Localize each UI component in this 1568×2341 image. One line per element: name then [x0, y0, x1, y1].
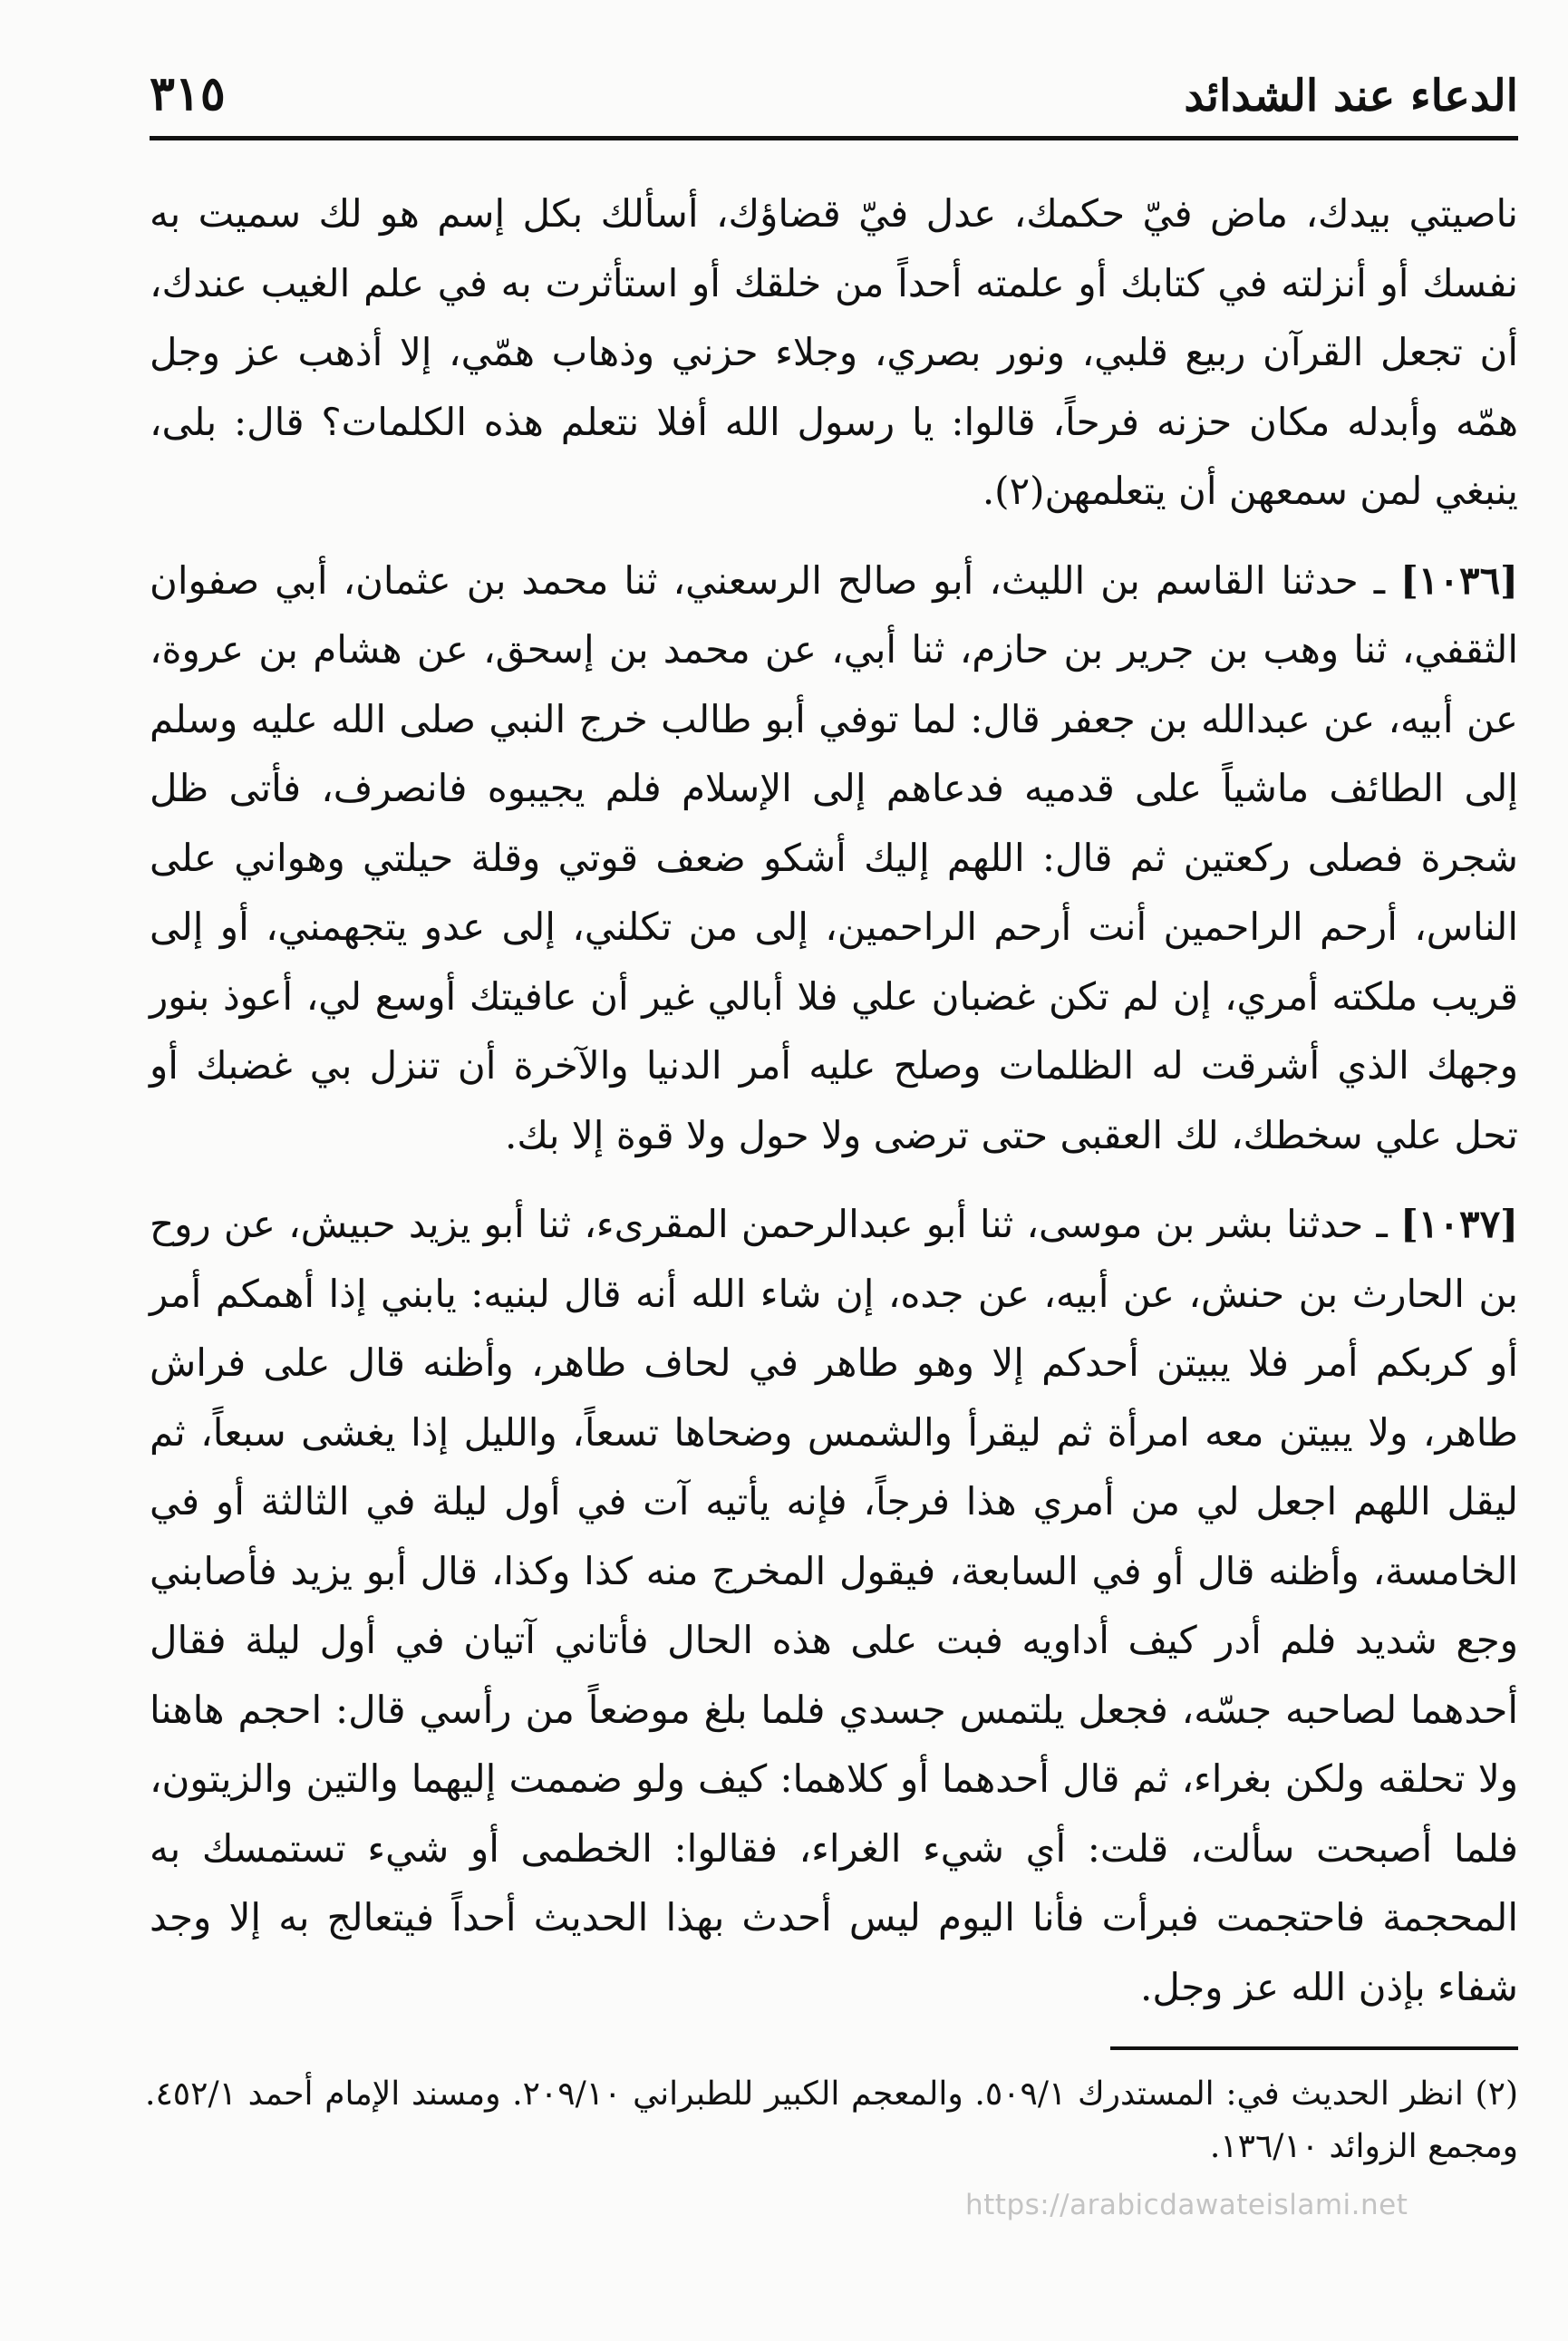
- footnotes: [145, 2068, 1518, 2173]
- page-header: [150, 45, 1518, 121]
- footnote: (٢) انظر الحديث في: المستدرك ٥٠٩/١. والمعجم الكبير للطبراني ٢٠٩/١٠. ومسند الإمام أحمد ٤٥٢/١. ومجمع الزوائد ١٣٦/١٠.: [145, 2075, 1518, 2165]
- body-text: [150, 179, 1518, 2022]
- paragraph-text: ناصيتي بيدك، ماض فيّ حكمك، عدل فيّ قضاؤك، أسألك بكل إسم هو لك سميت به نفسك أو أنزلته في كتابك أو علمته أحداً من خلقك أو استأثرت به في علم الغيب عندك، أن تجعل القرآن ربيع قلبي، ونور بصري، وجلاء حزني وذهاب همّي، إلا أذهب عز وجل همّه وأبدله مكان حزنه فرحاً، قالوا: يا رسول الله أفلا نتعلم هذه الكلمات؟ قال: بلى، ينبغي لمن سمعهن أن يتعلمهن(٢).: [150, 191, 1518, 513]
- running-title: الدعاء عند الشدائد: [1184, 71, 1518, 121]
- paragraph-text: ـ حدثنا بشر بن موسى، ثنا أبو عبدالرحمن المقرىء، ثنا أبو يزيد حبيش، عن روح بن الحارث بن حنش، عن أبيه، عن جده، إن شاء الله أنه قال لبنيه: يابني إذا أهمكم أمر أو كربكم أمر فلا يبيتن أحدكم إلا وهو طاهر في لحاف طاهر، وأظنه قال على فراش طاهر، ولا يبيتن معه امرأة ثم ليقرأ والشمس وضحاها تسعاً، والليل إذا يغشى سبعاً، ثم ليقل اللهم اجعل لي من أمري هذا فرجاً، فإنه يأتيه آت في أول ليلة في الثالثة أو في الخامسة، وأظنه قال أو في السابعة، فيقول المخرج منه كذا وكذا، قال أبو يزيد فأصابني وجع شديد فلم أدر كيف أداويه فبت على هذه الحال فأتاني آتيان في أول ليلة فقال أحدهما لصاحبه جسّه، فجعل يلتمس جسدي فلما بلغ موضعاً من رأسي قال: احجم هاهنا ولا تحلقه ولكن بغراء، ثم قال أحدهما أو كلاهما: كيف ولو ضممت إليهما والتين والزيتون، فلما أصبحت سألت، قلت: أي شيء الغراء، فقالوا: الخطمى أو شيء تستمسك به المحجمة فاحتجمت فبرأت فأنا اليوم ليس أحدث بهذا الحديث أحداً فيتعالج به إلا وجد شفاء بإذن الله عز وجل.: [150, 1202, 1518, 2009]
- hadith-number: [١٠٣٧]: [1400, 1202, 1518, 1246]
- hadith-number: [١٠٣٦]: [1400, 557, 1518, 603]
- paragraph-continuation: [150, 179, 1518, 527]
- hadith-paragraph: [150, 547, 1518, 1171]
- watermark-url: https://arabicdawateislami.net: [965, 2189, 1408, 2221]
- paragraph-text: ـ حدثنا القاسم بن الليث، أبو صالح الرسعني، ثنا محمد بن عثمان، أبي صفوان الثقفي، ثنا وهب بن جرير بن حازم، ثنا أبي، عن محمد بن إسحق، عن هشام بن عروة، عن أبيه، عن عبدالله بن جعفر قال: لما توفي أبو طالب خرج النبي صلى الله عليه وسلم إلى الطائف ماشياً على قدميه فدعاهم إلى الإسلام فلم يجيبوه فانصرف، فأتى ظل شجرة فصلى ركعتين ثم قال: اللهم إليك أشكو ضعف قوتي وقلة حيلتي وهواني على الناس، أرحم الراحمين أنت أرحم الراحمين، إلى من تكلني، إلى عدو يتجهمني، أو إلى قريب ملكته أمري، إن لم تكن غضبان علي فلا أبالي غير أن عافيتك أوسع لي، أعوذ بنور وجهك الذي أشرقت له الظلمات وصلح عليه أمر الدنيا والآخرة أن تنزل بي غضبك أو تحل علي سخطك، لك العقبى حتى ترضى ولا حول ولا قوة إلا بك.: [150, 557, 1518, 1157]
- hadith-paragraph: [150, 1190, 1518, 2022]
- page-number: ٣١٥: [150, 66, 226, 121]
- footnote-separator: [1110, 2046, 1518, 2050]
- header-rule: [150, 136, 1518, 140]
